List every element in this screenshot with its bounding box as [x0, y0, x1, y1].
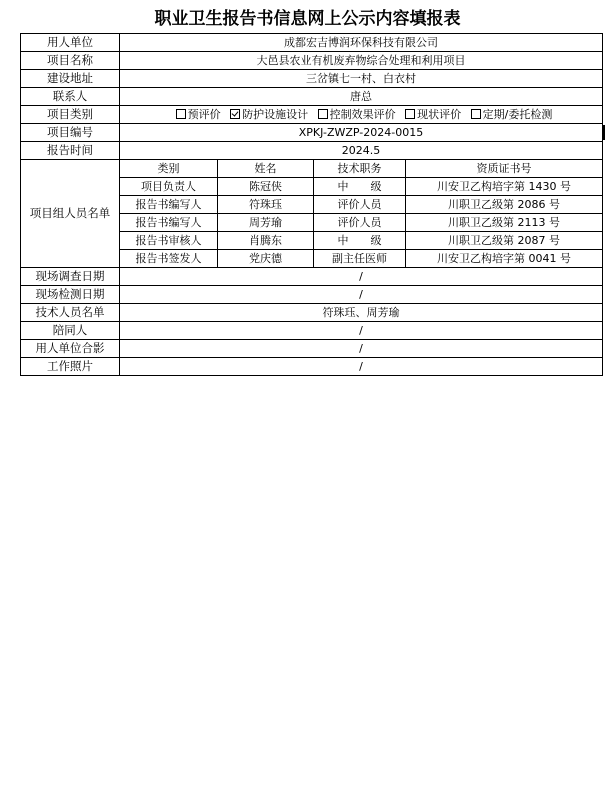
test-date-label: 现场检测日期: [21, 286, 120, 304]
cursor-marker: [603, 125, 605, 140]
tech-staff-label: 技术人员名单: [21, 304, 120, 322]
member-title: 评价人员: [314, 214, 406, 232]
report-table: [20, 33, 603, 376]
category-option-pre-evaluation[interactable]: 预评价: [170, 106, 221, 123]
team-header-role: 类别: [120, 160, 218, 178]
member-role: 报告书审核人: [120, 232, 218, 250]
tech-staff-value: 符珠珏、周芳瑜: [120, 304, 603, 322]
project-name-label: 项目名称: [21, 52, 120, 70]
team-header-row: [21, 160, 603, 178]
row-employer: [21, 34, 603, 52]
member-cert: 川职卫乙级第 2087 号: [406, 232, 603, 250]
checkbox-icon: [318, 109, 328, 119]
row-tech-staff: [21, 304, 603, 322]
member-name: 党庆德: [218, 250, 314, 268]
address-label: 建设地址: [21, 70, 120, 88]
escort-label: 陪同人: [21, 322, 120, 340]
row-project-name: [21, 52, 603, 70]
member-title: 中 级: [314, 178, 406, 196]
row-group-photo: [21, 340, 603, 358]
team-label: 项目组人员名单: [21, 160, 120, 268]
member-cert: 川安卫乙构培字第 1430 号: [406, 178, 603, 196]
member-title: 中 级: [314, 232, 406, 250]
checkbox-checked-icon: [230, 109, 240, 119]
member-role: 报告书签发人: [120, 250, 218, 268]
category-option-control-effect[interactable]: 控制效果评价: [312, 106, 396, 123]
page-title: 职业卫生报告书信息网上公示内容填报表: [154, 9, 461, 29]
row-report-time: [21, 142, 603, 160]
work-photo-label: 工作照片: [21, 358, 120, 376]
row-project-no: [21, 124, 603, 142]
address-value: 三岔镇七一村、白衣村: [120, 70, 603, 88]
category-option-periodic-test[interactable]: 定期/委托检测: [465, 106, 553, 123]
category-option-status-evaluation[interactable]: 现状评价: [399, 106, 461, 123]
member-title: 副主任医师: [314, 250, 406, 268]
group-photo-value: /: [120, 340, 603, 358]
survey-date-value: /: [120, 268, 603, 286]
checkbox-icon: [471, 109, 481, 119]
project-no-label: 项目编号: [21, 124, 120, 142]
row-test-date: [21, 286, 603, 304]
checkbox-icon: [405, 109, 415, 119]
member-title: 评价人员: [314, 196, 406, 214]
survey-date-label: 现场调查日期: [21, 268, 120, 286]
employer-label: 用人单位: [21, 34, 120, 52]
category-options: [120, 106, 603, 124]
member-name: 肖腾东: [218, 232, 314, 250]
member-cert: 川安卫乙构培字第 0041 号: [406, 250, 603, 268]
row-work-photo: [21, 358, 603, 376]
member-role: 报告书编写人: [120, 214, 218, 232]
row-contact: [21, 88, 603, 106]
project-no-value: XPKJ-ZWZP-2024-0015: [120, 124, 603, 142]
team-header-cert: 资质证书号: [406, 160, 603, 178]
escort-value: /: [120, 322, 603, 340]
row-escort: [21, 322, 603, 340]
report-time-value: 2024.5: [120, 142, 603, 160]
member-name: 陈冠侠: [218, 178, 314, 196]
contact-value: 唐总: [120, 88, 603, 106]
row-address: [21, 70, 603, 88]
group-photo-label: 用人单位合影: [21, 340, 120, 358]
contact-label: 联系人: [21, 88, 120, 106]
member-role: 报告书编写人: [120, 196, 218, 214]
member-name: 周芳瑜: [218, 214, 314, 232]
member-cert: 川职卫乙级第 2113 号: [406, 214, 603, 232]
employer-value: 成都宏吉博润环保科技有限公司: [120, 34, 603, 52]
category-option-protection-design[interactable]: 防护设施设计: [224, 106, 308, 123]
report-time-label: 报告时间: [21, 142, 120, 160]
team-header-name: 姓名: [218, 160, 314, 178]
work-photo-value: /: [120, 358, 603, 376]
category-label: 项目类别: [21, 106, 120, 124]
member-cert: 川职卫乙级第 2086 号: [406, 196, 603, 214]
member-role: 项目负责人: [120, 178, 218, 196]
project-name-value: 大邑县农业有机废弃物综合处理和利用项目: [120, 52, 603, 70]
row-category: [21, 106, 603, 124]
test-date-value: /: [120, 286, 603, 304]
checkbox-icon: [176, 109, 186, 119]
member-name: 符珠珏: [218, 196, 314, 214]
team-header-title: 技术职务: [314, 160, 406, 178]
row-survey-date: [21, 268, 603, 286]
